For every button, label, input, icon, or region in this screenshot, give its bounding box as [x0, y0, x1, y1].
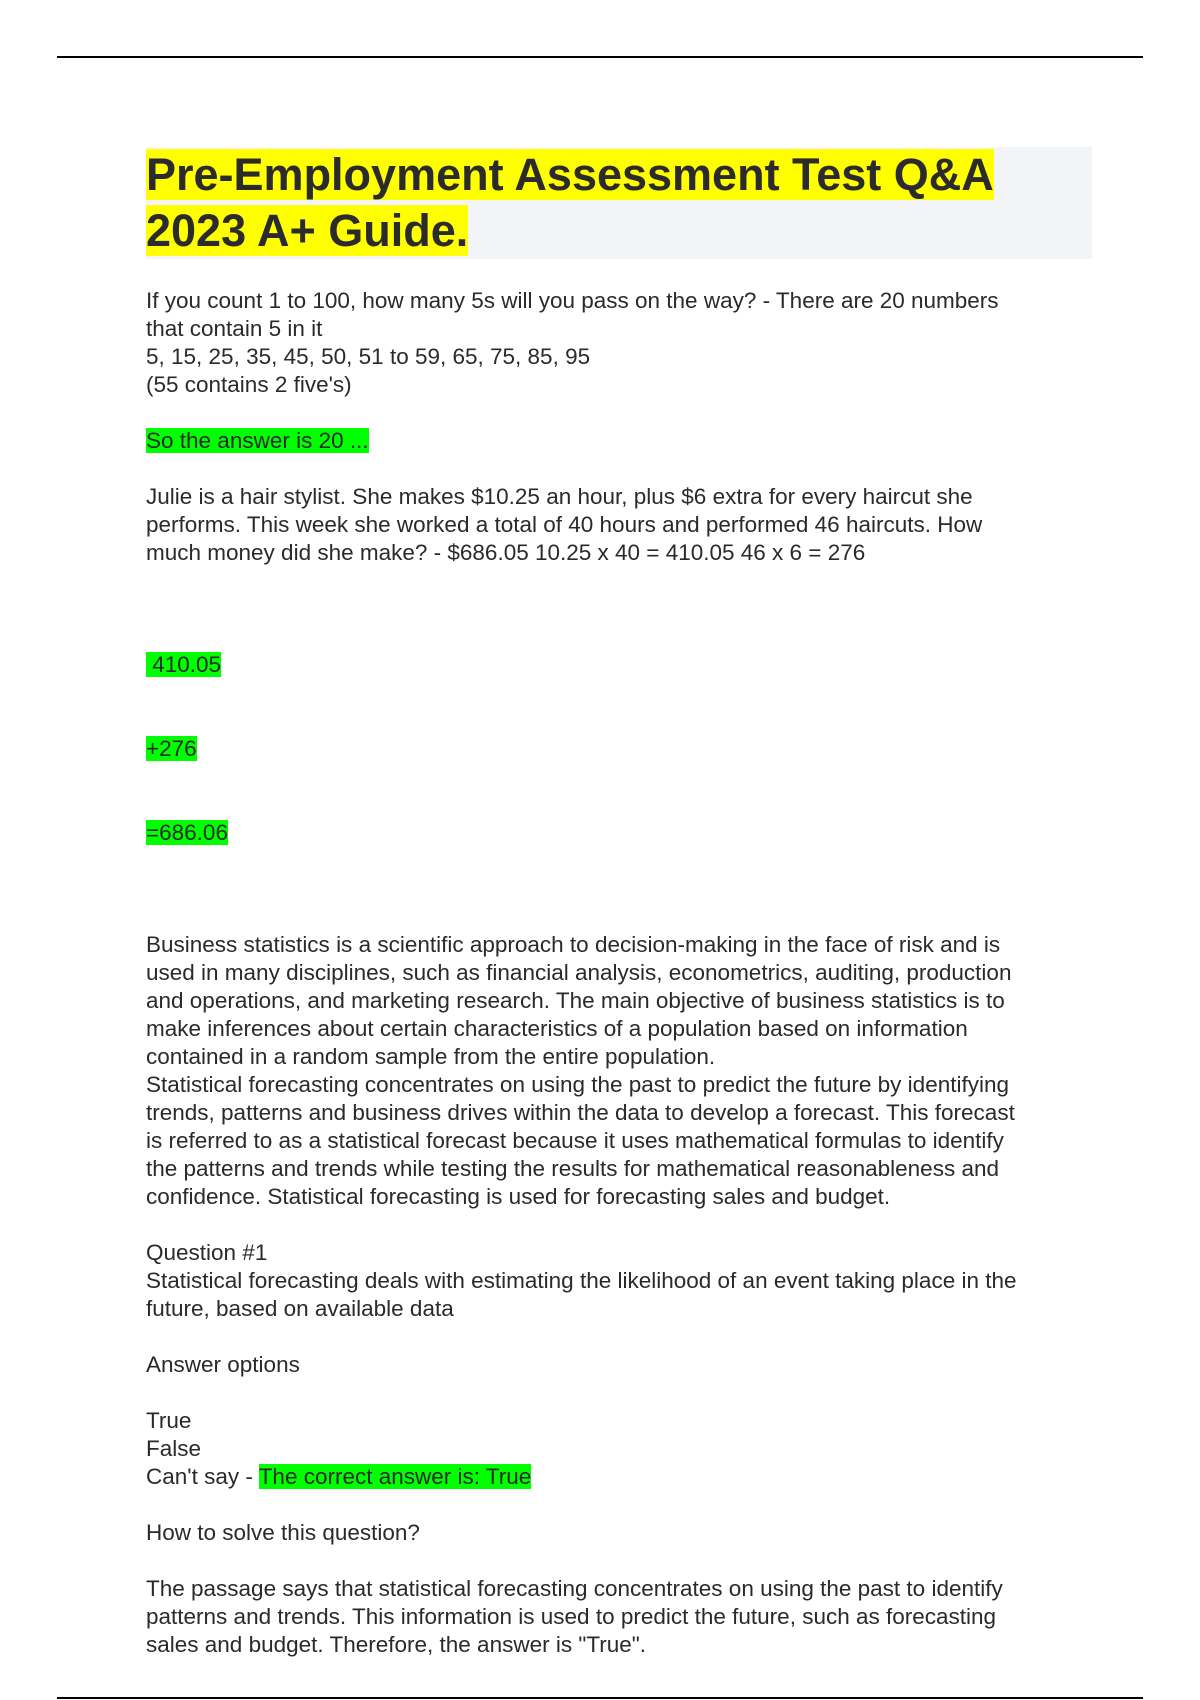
calc-line — [146, 735, 1092, 763]
highlighted-calc: +276 — [146, 736, 197, 761]
question-count-fives — [146, 287, 1092, 399]
paragraph-line: is referred to as a statistical forecast because it uses mathematical formulas to identify — [146, 1128, 1004, 1153]
answer-hair-stylist — [146, 595, 1092, 903]
page-title-line-1 — [146, 147, 1092, 203]
paragraph-line: contained in a random sample from the entire population. — [146, 1044, 716, 1069]
question-hair-stylist — [146, 483, 1092, 567]
paragraph-line: the patterns and trends while testing the results for mathematical reasonableness and — [146, 1156, 999, 1181]
question-line: Julie is a hair stylist. She makes $10.25 an hour, plus $6 extra for every haircut she — [146, 484, 973, 509]
answer-options-list — [146, 1407, 1092, 1491]
highlighted-calc: 410.05 — [146, 652, 222, 677]
question-line: future, based on available data — [146, 1296, 454, 1321]
option-cant-say: Can't say - — [146, 1464, 259, 1489]
paragraph-line: and operations, and marketing research. The main objective of business statistics is to — [146, 988, 1005, 1013]
how-to-solve-heading — [146, 1519, 1092, 1547]
correct-answer: The correct answer is: True — [258, 1464, 532, 1489]
page-title-line-2 — [146, 203, 1092, 259]
title-line-1-text: Pre-Employment Assessment Test Q&A — [146, 149, 994, 200]
paragraph-line: used in many disciplines, such as financial analysis, econometrics, auditing, production — [146, 960, 1012, 985]
question-line: performs. This week she worked a total of 40 hours and performed 46 haircuts. How — [146, 512, 983, 537]
question-line: Statistical forecasting deals with estimating the likelihood of an event taking place in the — [146, 1268, 1017, 1293]
business-statistics-paragraph — [146, 931, 1092, 1211]
paragraph-line: Statistical forecasting concentrates on using the past to predict the future by identifying — [146, 1072, 1009, 1097]
explanation-line: The passage says that statistical forecasting concentrates on using the past to identify — [146, 1576, 1003, 1601]
question-line: 5, 15, 25, 35, 45, 50, 51 to 59, 65, 75, 85, 95 — [146, 344, 591, 369]
question-line: much money did she make? - $686.05 10.25 x 40 = 410.05 46 x 6 = 276 — [146, 540, 866, 565]
option-cant-say-line — [146, 1463, 1092, 1491]
option-true: True — [146, 1408, 192, 1433]
question-1-block — [146, 1239, 1092, 1323]
calc-line — [146, 651, 1092, 679]
question-line: (55 contains 2 five's) — [146, 372, 352, 397]
how-to-solve: How to solve this question? — [146, 1520, 420, 1545]
question-line: that contain 5 in it — [146, 316, 323, 341]
question-heading: Question #1 — [146, 1240, 268, 1265]
options-label: Answer options — [146, 1352, 300, 1377]
explanation-paragraph — [146, 1575, 1092, 1659]
explanation-line: patterns and trends. This information is used to predict the future, such as forecasting — [146, 1604, 997, 1629]
footer-rule — [57, 1697, 1143, 1699]
explanation-line: sales and budget. Therefore, the answer is "True". — [146, 1632, 646, 1657]
paragraph-line: trends, patterns and business drives within the data to develop a forecast. This forecast — [146, 1100, 1015, 1125]
answer-options-label — [146, 1351, 1092, 1379]
paragraph-line: confidence. Statistical forecasting is used for forecasting sales and budget. — [146, 1184, 891, 1209]
question-line: If you count 1 to 100, how many 5s will you pass on the way? - There are 20 numbers — [146, 288, 999, 313]
highlighted-calc: =686.06 — [146, 820, 228, 845]
title-block — [146, 147, 1092, 259]
header-rule — [57, 56, 1143, 58]
option-false: False — [146, 1436, 202, 1461]
paragraph-line: make inferences about certain characteristics of a population based on information — [146, 1016, 968, 1041]
paragraph-line: Business statistics is a scientific approach to decision-making in the face of risk and is — [146, 932, 1001, 957]
calc-line — [146, 819, 1092, 847]
title-line-2-text: 2023 A+ Guide. — [146, 205, 469, 256]
highlighted-answer: So the answer is 20 ... — [146, 428, 369, 453]
document-body — [146, 147, 1092, 1687]
answer-count-fives — [146, 427, 1092, 455]
